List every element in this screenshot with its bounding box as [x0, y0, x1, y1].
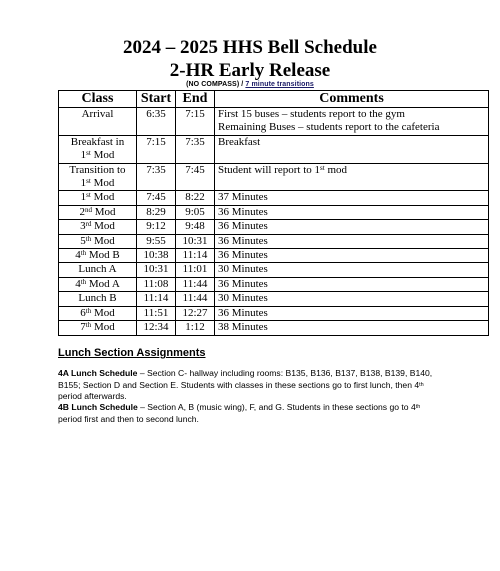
no-compass-text: (NO COMPASS) / — [186, 81, 246, 88]
lunch-4b-note — [58, 402, 443, 425]
class-text: Mod — [90, 149, 115, 162]
class-text: Mod — [91, 205, 116, 218]
start-cell: 10:38 — [137, 249, 176, 263]
table-row — [59, 249, 489, 263]
comments-cell: 36 Minutes — [215, 249, 489, 263]
class-cell — [59, 163, 137, 191]
ordinal-suffix: th — [80, 249, 87, 258]
comments-cell: 36 Minutes — [215, 306, 489, 320]
class-cell — [59, 306, 137, 320]
class-text: 5 — [80, 234, 86, 247]
ordinal-suffix: th — [80, 277, 87, 286]
table-row — [59, 292, 489, 306]
class-header: Class — [59, 91, 137, 108]
class-cell: Lunch B — [59, 292, 137, 306]
table-row — [59, 135, 489, 163]
start-cell: 11:08 — [137, 277, 176, 291]
start-cell: 10:31 — [137, 263, 176, 277]
comments-cell: 38 Minutes — [215, 321, 489, 335]
class-cell — [59, 205, 137, 219]
class-text: Breakfast in — [70, 135, 125, 148]
class-text: Mod — [91, 220, 115, 233]
table-row — [59, 108, 489, 136]
ordinal-suffix: th — [85, 321, 92, 330]
comments-cell — [215, 163, 489, 191]
end-cell: 1:12 — [176, 321, 215, 335]
comments-cell: 37 Minutes — [215, 191, 489, 205]
class-text: Mod — [90, 177, 115, 190]
ordinal-suffix: th — [419, 381, 424, 388]
start-cell: 11:14 — [137, 292, 176, 306]
comments-cell: 36 Minutes — [215, 220, 489, 234]
comments-cell: Breakfast — [215, 135, 489, 163]
table-row — [59, 191, 489, 205]
table-row — [59, 263, 489, 277]
end-cell: 9:05 — [176, 205, 215, 219]
end-cell: 11:14 — [176, 249, 215, 263]
class-cell — [59, 234, 137, 248]
end-cell: 10:31 — [176, 234, 215, 248]
class-text: 4 — [75, 277, 81, 290]
ordinal-suffix: st — [320, 163, 325, 172]
start-cell: 6:35 — [137, 108, 176, 136]
ordinal-suffix: th — [415, 404, 421, 410]
end-cell: 8:22 — [176, 191, 215, 205]
ordinal-suffix: st — [86, 177, 91, 186]
comments-cell: 30 Minutes — [215, 263, 489, 277]
table-row — [59, 277, 489, 291]
class-cell — [59, 135, 137, 163]
page-subtitle: 2-HR Early Release — [169, 60, 331, 81]
end-cell: 11:44 — [176, 292, 215, 306]
class-text: 1 — [80, 177, 87, 190]
start-cell: 7:15 — [137, 135, 176, 163]
comment-text: mod — [324, 163, 348, 176]
note-text: – Section A, B (music wing), F, and G. Students in these sections go to 4 — [137, 402, 416, 412]
end-cell: 7:45 — [176, 163, 215, 191]
class-text: Mod B — [86, 249, 120, 262]
end-cell: 9:48 — [176, 220, 215, 234]
class-text: 1 — [80, 149, 87, 162]
end-header: End — [176, 91, 215, 108]
ordinal-suffix: th — [85, 306, 92, 315]
table-header-row — [59, 91, 489, 108]
ordinal-suffix: st — [86, 149, 91, 158]
end-cell: 7:15 — [176, 108, 215, 136]
comments-cell: 36 Minutes — [215, 205, 489, 219]
start-cell: 7:45 — [137, 191, 176, 205]
start-cell: 9:55 — [137, 234, 176, 248]
end-cell: 11:01 — [176, 263, 215, 277]
class-text: 7 — [80, 321, 86, 334]
class-text: 3 — [80, 220, 86, 233]
table-row — [59, 234, 489, 248]
lunch-section-heading: Lunch Section Assignments — [58, 347, 206, 359]
ordinal-suffix: rd — [85, 220, 92, 229]
comment-text: Student will report to 1 — [218, 163, 321, 176]
start-cell: 11:51 — [137, 306, 176, 320]
class-cell — [59, 220, 137, 234]
ordinal-suffix: st — [86, 191, 91, 200]
class-cell: Lunch A — [59, 263, 137, 277]
transition-minutes-text: 7 minute transitions — [245, 81, 314, 88]
class-text: Mod — [90, 191, 115, 204]
table-row — [59, 163, 489, 191]
class-text: Mod — [91, 234, 115, 247]
lunch-4a-note — [58, 368, 443, 403]
table-row — [59, 205, 489, 219]
comments-cell: 30 Minutes — [215, 292, 489, 306]
start-header: Start — [137, 91, 176, 108]
page-title: 2024 – 2025 HHS Bell Schedule — [123, 37, 377, 58]
class-cell: Arrival — [59, 108, 137, 136]
end-cell: 12:27 — [176, 306, 215, 320]
end-cell: 7:35 — [176, 135, 215, 163]
comment-line: Remaining Buses – students report to the cafeteria — [218, 121, 440, 134]
class-text: 1 — [80, 191, 87, 204]
class-text: Mod — [91, 306, 115, 319]
class-cell — [59, 277, 137, 291]
note-text: – Section C- hallway including rooms: B135, B136, B137, B138, B139, B140, B155; Section D and Section E. Students with classes in these sections go to first lunch, then 4 — [58, 368, 433, 390]
ordinal-suffix: th — [85, 234, 92, 243]
class-cell — [59, 321, 137, 335]
comments-header: Comments — [215, 91, 489, 108]
class-text: 4 — [75, 249, 81, 262]
end-cell: 11:44 — [176, 277, 215, 291]
comments-cell: 36 Minutes — [215, 277, 489, 291]
start-cell: 9:12 — [137, 220, 176, 234]
note-text: period first and then to second lunch. — [58, 413, 199, 424]
class-text: 2 — [79, 205, 85, 218]
class-cell — [59, 191, 137, 205]
bell-schedule-table — [58, 90, 489, 336]
class-text: 6 — [80, 306, 86, 319]
start-cell: 12:34 — [137, 321, 176, 335]
class-text: Mod A — [86, 277, 120, 290]
note-label: 4A Lunch Schedule — [58, 368, 138, 378]
comments-cell: 36 Minutes — [215, 234, 489, 248]
class-text: Transition to — [69, 163, 126, 176]
ordinal-suffix: nd — [84, 205, 92, 214]
comment-line: First 15 buses – students report to the gym — [218, 108, 405, 120]
class-text: Mod — [91, 321, 115, 334]
table-row — [59, 321, 489, 335]
start-cell: 8:29 — [137, 205, 176, 219]
comments-cell — [215, 108, 489, 136]
transition-note — [0, 81, 500, 88]
note-label: 4B Lunch Schedule — [58, 402, 138, 412]
table-row — [59, 220, 489, 234]
table-row — [59, 306, 489, 320]
class-cell — [59, 249, 137, 263]
note-text: period afterwards. — [58, 391, 127, 402]
start-cell: 7:35 — [137, 163, 176, 191]
